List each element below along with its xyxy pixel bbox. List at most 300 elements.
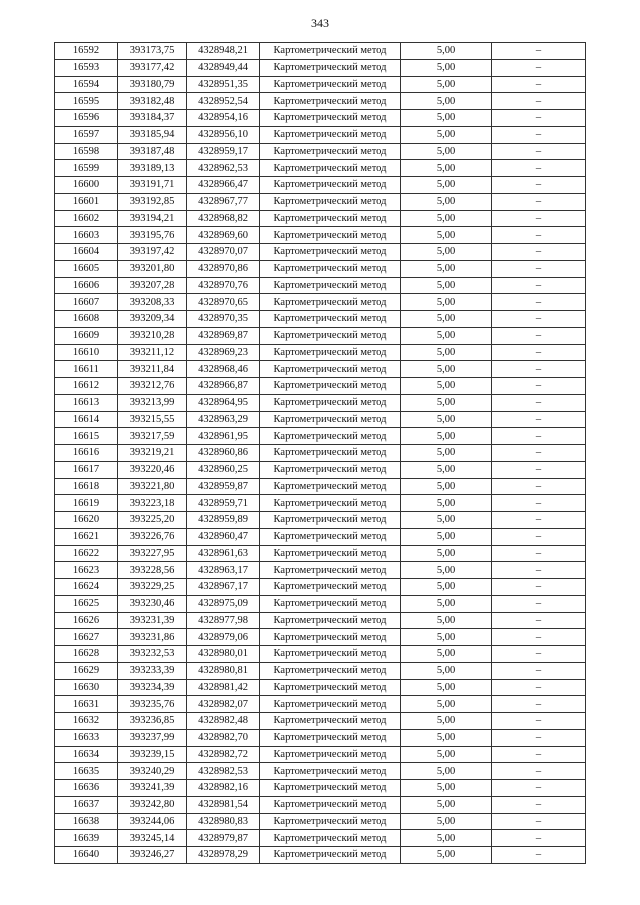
point-number-cell: 16610 bbox=[55, 344, 118, 361]
y-coordinate-cell: 4328979,06 bbox=[187, 629, 260, 646]
point-number-cell: 16614 bbox=[55, 411, 118, 428]
table-row bbox=[55, 193, 586, 210]
accuracy-cell: 5,00 bbox=[401, 327, 492, 344]
description-cell: – bbox=[492, 746, 586, 763]
table-row bbox=[55, 796, 586, 813]
description-cell: – bbox=[492, 612, 586, 629]
y-coordinate-cell: 4328975,09 bbox=[187, 595, 260, 612]
description-cell: – bbox=[492, 210, 586, 227]
accuracy-cell: 5,00 bbox=[401, 528, 492, 545]
table-row bbox=[55, 562, 586, 579]
coordinates-table-body bbox=[55, 43, 586, 864]
x-coordinate-cell: 393240,29 bbox=[118, 763, 187, 780]
accuracy-cell: 5,00 bbox=[401, 461, 492, 478]
y-coordinate-cell: 4328982,53 bbox=[187, 763, 260, 780]
point-number-cell: 16637 bbox=[55, 796, 118, 813]
table-row bbox=[55, 713, 586, 730]
point-number-cell: 16607 bbox=[55, 294, 118, 311]
accuracy-cell: 5,00 bbox=[401, 143, 492, 160]
y-coordinate-cell: 4328982,07 bbox=[187, 696, 260, 713]
x-coordinate-cell: 393217,59 bbox=[118, 428, 187, 445]
table-row bbox=[55, 679, 586, 696]
x-coordinate-cell: 393241,39 bbox=[118, 780, 187, 797]
y-coordinate-cell: 4328967,77 bbox=[187, 193, 260, 210]
point-number-cell: 16632 bbox=[55, 713, 118, 730]
page-number: 343 bbox=[311, 16, 329, 30]
table-row bbox=[55, 830, 586, 847]
method-cell: Картометрический метод bbox=[260, 847, 401, 864]
x-coordinate-cell: 393219,21 bbox=[118, 445, 187, 462]
table-row bbox=[55, 126, 586, 143]
y-coordinate-cell: 4328959,71 bbox=[187, 495, 260, 512]
accuracy-cell: 5,00 bbox=[401, 562, 492, 579]
point-number-cell: 16631 bbox=[55, 696, 118, 713]
method-cell: Картометрический метод bbox=[260, 277, 401, 294]
table-row bbox=[55, 244, 586, 261]
y-coordinate-cell: 4328949,44 bbox=[187, 59, 260, 76]
point-number-cell: 16605 bbox=[55, 260, 118, 277]
point-number-cell: 16626 bbox=[55, 612, 118, 629]
x-coordinate-cell: 393209,34 bbox=[118, 311, 187, 328]
description-cell: – bbox=[492, 478, 586, 495]
point-number-cell: 16608 bbox=[55, 311, 118, 328]
y-coordinate-cell: 4328981,42 bbox=[187, 679, 260, 696]
description-cell: – bbox=[492, 294, 586, 311]
point-number-cell: 16612 bbox=[55, 378, 118, 395]
description-cell: – bbox=[492, 461, 586, 478]
accuracy-cell: 5,00 bbox=[401, 110, 492, 127]
point-number-cell: 16640 bbox=[55, 847, 118, 864]
method-cell: Картометрический метод bbox=[260, 411, 401, 428]
point-number-cell: 16624 bbox=[55, 579, 118, 596]
accuracy-cell: 5,00 bbox=[401, 813, 492, 830]
method-cell: Картометрический метод bbox=[260, 545, 401, 562]
y-coordinate-cell: 4328970,07 bbox=[187, 244, 260, 261]
table-row bbox=[55, 227, 586, 244]
point-number-cell: 16618 bbox=[55, 478, 118, 495]
method-cell: Картометрический метод bbox=[260, 746, 401, 763]
method-cell: Картометрический метод bbox=[260, 244, 401, 261]
y-coordinate-cell: 4328966,87 bbox=[187, 378, 260, 395]
x-coordinate-cell: 393213,99 bbox=[118, 394, 187, 411]
accuracy-cell: 5,00 bbox=[401, 260, 492, 277]
table-row bbox=[55, 629, 586, 646]
accuracy-cell: 5,00 bbox=[401, 679, 492, 696]
point-number-cell: 16634 bbox=[55, 746, 118, 763]
table-row bbox=[55, 361, 586, 378]
description-cell: – bbox=[492, 361, 586, 378]
table-row bbox=[55, 160, 586, 177]
description-cell: – bbox=[492, 327, 586, 344]
method-cell: Картометрический метод bbox=[260, 428, 401, 445]
point-number-cell: 16613 bbox=[55, 394, 118, 411]
description-cell: – bbox=[492, 177, 586, 194]
method-cell: Картометрический метод bbox=[260, 796, 401, 813]
accuracy-cell: 5,00 bbox=[401, 612, 492, 629]
x-coordinate-cell: 393220,46 bbox=[118, 461, 187, 478]
point-number-cell: 16604 bbox=[55, 244, 118, 261]
x-coordinate-cell: 393197,42 bbox=[118, 244, 187, 261]
x-coordinate-cell: 393223,18 bbox=[118, 495, 187, 512]
table-row bbox=[55, 394, 586, 411]
y-coordinate-cell: 4328948,21 bbox=[187, 43, 260, 60]
y-coordinate-cell: 4328968,82 bbox=[187, 210, 260, 227]
accuracy-cell: 5,00 bbox=[401, 210, 492, 227]
accuracy-cell: 5,00 bbox=[401, 227, 492, 244]
coordinates-table bbox=[54, 42, 586, 864]
table-row bbox=[55, 210, 586, 227]
description-cell: – bbox=[492, 729, 586, 746]
point-number-cell: 16629 bbox=[55, 662, 118, 679]
x-coordinate-cell: 393233,39 bbox=[118, 662, 187, 679]
description-cell: – bbox=[492, 378, 586, 395]
x-coordinate-cell: 393231,39 bbox=[118, 612, 187, 629]
x-coordinate-cell: 393187,48 bbox=[118, 143, 187, 160]
y-coordinate-cell: 4328979,87 bbox=[187, 830, 260, 847]
point-number-cell: 16638 bbox=[55, 813, 118, 830]
method-cell: Картометрический метод bbox=[260, 679, 401, 696]
y-coordinate-cell: 4328960,25 bbox=[187, 461, 260, 478]
accuracy-cell: 5,00 bbox=[401, 445, 492, 462]
method-cell: Картометрический метод bbox=[260, 629, 401, 646]
method-cell: Картометрический метод bbox=[260, 696, 401, 713]
method-cell: Картометрический метод bbox=[260, 260, 401, 277]
accuracy-cell: 5,00 bbox=[401, 126, 492, 143]
method-cell: Картометрический метод bbox=[260, 43, 401, 60]
description-cell: – bbox=[492, 260, 586, 277]
method-cell: Картометрический метод bbox=[260, 227, 401, 244]
table-row bbox=[55, 545, 586, 562]
description-cell: – bbox=[492, 847, 586, 864]
method-cell: Картометрический метод bbox=[260, 177, 401, 194]
accuracy-cell: 5,00 bbox=[401, 294, 492, 311]
description-cell: – bbox=[492, 160, 586, 177]
y-coordinate-cell: 4328966,47 bbox=[187, 177, 260, 194]
accuracy-cell: 5,00 bbox=[401, 411, 492, 428]
y-coordinate-cell: 4328969,60 bbox=[187, 227, 260, 244]
description-cell: – bbox=[492, 796, 586, 813]
point-number-cell: 16598 bbox=[55, 143, 118, 160]
y-coordinate-cell: 4328980,83 bbox=[187, 813, 260, 830]
table-row bbox=[55, 746, 586, 763]
x-coordinate-cell: 393184,37 bbox=[118, 110, 187, 127]
table-row bbox=[55, 428, 586, 445]
y-coordinate-cell: 4328963,17 bbox=[187, 562, 260, 579]
accuracy-cell: 5,00 bbox=[401, 796, 492, 813]
description-cell: – bbox=[492, 780, 586, 797]
description-cell: – bbox=[492, 679, 586, 696]
point-number-cell: 16620 bbox=[55, 512, 118, 529]
y-coordinate-cell: 4328956,10 bbox=[187, 126, 260, 143]
description-cell: – bbox=[492, 411, 586, 428]
table-row bbox=[55, 813, 586, 830]
description-cell: – bbox=[492, 646, 586, 663]
method-cell: Картометрический метод bbox=[260, 478, 401, 495]
accuracy-cell: 5,00 bbox=[401, 629, 492, 646]
accuracy-cell: 5,00 bbox=[401, 311, 492, 328]
table-row bbox=[55, 595, 586, 612]
method-cell: Картометрический метод bbox=[260, 344, 401, 361]
table-row bbox=[55, 93, 586, 110]
y-coordinate-cell: 4328980,01 bbox=[187, 646, 260, 663]
method-cell: Картометрический метод bbox=[260, 378, 401, 395]
method-cell: Картометрический метод bbox=[260, 729, 401, 746]
accuracy-cell: 5,00 bbox=[401, 595, 492, 612]
point-number-cell: 16611 bbox=[55, 361, 118, 378]
table-row bbox=[55, 76, 586, 93]
description-cell: – bbox=[492, 110, 586, 127]
table-row bbox=[55, 780, 586, 797]
table-row bbox=[55, 177, 586, 194]
x-coordinate-cell: 393237,99 bbox=[118, 729, 187, 746]
method-cell: Картометрический метод bbox=[260, 512, 401, 529]
point-number-cell: 16606 bbox=[55, 277, 118, 294]
y-coordinate-cell: 4328970,35 bbox=[187, 311, 260, 328]
method-cell: Картометрический метод bbox=[260, 76, 401, 93]
point-number-cell: 16599 bbox=[55, 160, 118, 177]
y-coordinate-cell: 4328970,65 bbox=[187, 294, 260, 311]
table-row bbox=[55, 512, 586, 529]
y-coordinate-cell: 4328982,70 bbox=[187, 729, 260, 746]
y-coordinate-cell: 4328982,72 bbox=[187, 746, 260, 763]
table-row bbox=[55, 461, 586, 478]
table-row bbox=[55, 411, 586, 428]
x-coordinate-cell: 393221,80 bbox=[118, 478, 187, 495]
x-coordinate-cell: 393207,28 bbox=[118, 277, 187, 294]
x-coordinate-cell: 393230,46 bbox=[118, 595, 187, 612]
point-number-cell: 16623 bbox=[55, 562, 118, 579]
method-cell: Картометрический метод bbox=[260, 160, 401, 177]
table-row bbox=[55, 445, 586, 462]
point-number-cell: 16622 bbox=[55, 545, 118, 562]
point-number-cell: 16627 bbox=[55, 629, 118, 646]
description-cell: – bbox=[492, 696, 586, 713]
x-coordinate-cell: 393235,76 bbox=[118, 696, 187, 713]
table-row bbox=[55, 311, 586, 328]
y-coordinate-cell: 4328959,87 bbox=[187, 478, 260, 495]
point-number-cell: 16609 bbox=[55, 327, 118, 344]
description-cell: – bbox=[492, 227, 586, 244]
y-coordinate-cell: 4328981,54 bbox=[187, 796, 260, 813]
y-coordinate-cell: 4328964,95 bbox=[187, 394, 260, 411]
x-coordinate-cell: 393194,21 bbox=[118, 210, 187, 227]
description-cell: – bbox=[492, 662, 586, 679]
method-cell: Картометрический метод bbox=[260, 830, 401, 847]
x-coordinate-cell: 393185,94 bbox=[118, 126, 187, 143]
accuracy-cell: 5,00 bbox=[401, 495, 492, 512]
method-cell: Картометрический метод bbox=[260, 528, 401, 545]
description-cell: – bbox=[492, 277, 586, 294]
method-cell: Картометрический метод bbox=[260, 210, 401, 227]
accuracy-cell: 5,00 bbox=[401, 847, 492, 864]
point-number-cell: 16625 bbox=[55, 595, 118, 612]
point-number-cell: 16630 bbox=[55, 679, 118, 696]
x-coordinate-cell: 393182,48 bbox=[118, 93, 187, 110]
description-cell: – bbox=[492, 830, 586, 847]
x-coordinate-cell: 393225,20 bbox=[118, 512, 187, 529]
method-cell: Картометрический метод bbox=[260, 59, 401, 76]
method-cell: Картометрический метод bbox=[260, 595, 401, 612]
y-coordinate-cell: 4328969,87 bbox=[187, 327, 260, 344]
description-cell: – bbox=[492, 629, 586, 646]
accuracy-cell: 5,00 bbox=[401, 76, 492, 93]
accuracy-cell: 5,00 bbox=[401, 478, 492, 495]
description-cell: – bbox=[492, 512, 586, 529]
point-number-cell: 16633 bbox=[55, 729, 118, 746]
y-coordinate-cell: 4328959,17 bbox=[187, 143, 260, 160]
point-number-cell: 16601 bbox=[55, 193, 118, 210]
description-cell: – bbox=[492, 244, 586, 261]
description-cell: – bbox=[492, 813, 586, 830]
point-number-cell: 16621 bbox=[55, 528, 118, 545]
x-coordinate-cell: 393211,12 bbox=[118, 344, 187, 361]
table-row bbox=[55, 612, 586, 629]
x-coordinate-cell: 393234,39 bbox=[118, 679, 187, 696]
method-cell: Картометрический метод bbox=[260, 780, 401, 797]
y-coordinate-cell: 4328969,23 bbox=[187, 344, 260, 361]
y-coordinate-cell: 4328960,47 bbox=[187, 528, 260, 545]
table-row bbox=[55, 662, 586, 679]
accuracy-cell: 5,00 bbox=[401, 662, 492, 679]
point-number-cell: 16639 bbox=[55, 830, 118, 847]
description-cell: – bbox=[492, 43, 586, 60]
method-cell: Картометрический метод bbox=[260, 562, 401, 579]
table-row bbox=[55, 729, 586, 746]
x-coordinate-cell: 393228,56 bbox=[118, 562, 187, 579]
table-row bbox=[55, 43, 586, 60]
description-cell: – bbox=[492, 193, 586, 210]
x-coordinate-cell: 393246,27 bbox=[118, 847, 187, 864]
accuracy-cell: 5,00 bbox=[401, 780, 492, 797]
table-row bbox=[55, 277, 586, 294]
point-number-cell: 16595 bbox=[55, 93, 118, 110]
method-cell: Картометрический метод bbox=[260, 394, 401, 411]
y-coordinate-cell: 4328962,53 bbox=[187, 160, 260, 177]
y-coordinate-cell: 4328968,46 bbox=[187, 361, 260, 378]
point-number-cell: 16636 bbox=[55, 780, 118, 797]
table-row bbox=[55, 495, 586, 512]
method-cell: Картометрический метод bbox=[260, 311, 401, 328]
x-coordinate-cell: 393244,06 bbox=[118, 813, 187, 830]
table-row bbox=[55, 528, 586, 545]
x-coordinate-cell: 393192,85 bbox=[118, 193, 187, 210]
point-number-cell: 16600 bbox=[55, 177, 118, 194]
table-row bbox=[55, 143, 586, 160]
x-coordinate-cell: 393242,80 bbox=[118, 796, 187, 813]
x-coordinate-cell: 393195,76 bbox=[118, 227, 187, 244]
description-cell: – bbox=[492, 76, 586, 93]
accuracy-cell: 5,00 bbox=[401, 193, 492, 210]
description-cell: – bbox=[492, 344, 586, 361]
y-coordinate-cell: 4328961,95 bbox=[187, 428, 260, 445]
accuracy-cell: 5,00 bbox=[401, 428, 492, 445]
x-coordinate-cell: 393189,13 bbox=[118, 160, 187, 177]
y-coordinate-cell: 4328954,16 bbox=[187, 110, 260, 127]
description-cell: – bbox=[492, 579, 586, 596]
description-cell: – bbox=[492, 495, 586, 512]
accuracy-cell: 5,00 bbox=[401, 746, 492, 763]
x-coordinate-cell: 393173,75 bbox=[118, 43, 187, 60]
description-cell: – bbox=[492, 93, 586, 110]
y-coordinate-cell: 4328952,54 bbox=[187, 93, 260, 110]
description-cell: – bbox=[492, 394, 586, 411]
x-coordinate-cell: 393229,25 bbox=[118, 579, 187, 596]
y-coordinate-cell: 4328963,29 bbox=[187, 411, 260, 428]
accuracy-cell: 5,00 bbox=[401, 244, 492, 261]
table-row bbox=[55, 59, 586, 76]
y-coordinate-cell: 4328977,98 bbox=[187, 612, 260, 629]
y-coordinate-cell: 4328982,48 bbox=[187, 713, 260, 730]
y-coordinate-cell: 4328967,17 bbox=[187, 579, 260, 596]
x-coordinate-cell: 393191,71 bbox=[118, 177, 187, 194]
description-cell: – bbox=[492, 713, 586, 730]
point-number-cell: 16615 bbox=[55, 428, 118, 445]
point-number-cell: 16593 bbox=[55, 59, 118, 76]
accuracy-cell: 5,00 bbox=[401, 361, 492, 378]
method-cell: Картометрический метод bbox=[260, 495, 401, 512]
method-cell: Картометрический метод bbox=[260, 662, 401, 679]
point-number-cell: 16602 bbox=[55, 210, 118, 227]
x-coordinate-cell: 393236,85 bbox=[118, 713, 187, 730]
table-row bbox=[55, 646, 586, 663]
method-cell: Картометрический метод bbox=[260, 93, 401, 110]
accuracy-cell: 5,00 bbox=[401, 93, 492, 110]
y-coordinate-cell: 4328982,16 bbox=[187, 780, 260, 797]
description-cell: – bbox=[492, 595, 586, 612]
description-cell: – bbox=[492, 545, 586, 562]
accuracy-cell: 5,00 bbox=[401, 344, 492, 361]
accuracy-cell: 5,00 bbox=[401, 160, 492, 177]
accuracy-cell: 5,00 bbox=[401, 394, 492, 411]
x-coordinate-cell: 393215,55 bbox=[118, 411, 187, 428]
y-coordinate-cell: 4328980,81 bbox=[187, 662, 260, 679]
table-row bbox=[55, 696, 586, 713]
method-cell: Картометрический метод bbox=[260, 294, 401, 311]
table-row bbox=[55, 344, 586, 361]
accuracy-cell: 5,00 bbox=[401, 646, 492, 663]
table-row bbox=[55, 110, 586, 127]
x-coordinate-cell: 393226,76 bbox=[118, 528, 187, 545]
table-row bbox=[55, 579, 586, 596]
y-coordinate-cell: 4328960,86 bbox=[187, 445, 260, 462]
method-cell: Картометрический метод bbox=[260, 612, 401, 629]
accuracy-cell: 5,00 bbox=[401, 830, 492, 847]
accuracy-cell: 5,00 bbox=[401, 696, 492, 713]
y-coordinate-cell: 4328951,35 bbox=[187, 76, 260, 93]
x-coordinate-cell: 393232,53 bbox=[118, 646, 187, 663]
method-cell: Картометрический метод bbox=[260, 110, 401, 127]
table-row bbox=[55, 378, 586, 395]
y-coordinate-cell: 4328961,63 bbox=[187, 545, 260, 562]
accuracy-cell: 5,00 bbox=[401, 277, 492, 294]
point-number-cell: 16617 bbox=[55, 461, 118, 478]
table-row bbox=[55, 294, 586, 311]
x-coordinate-cell: 393239,15 bbox=[118, 746, 187, 763]
y-coordinate-cell: 4328970,76 bbox=[187, 277, 260, 294]
x-coordinate-cell: 393201,80 bbox=[118, 260, 187, 277]
table-row bbox=[55, 478, 586, 495]
table-row bbox=[55, 327, 586, 344]
description-cell: – bbox=[492, 562, 586, 579]
method-cell: Картометрический метод bbox=[260, 579, 401, 596]
description-cell: – bbox=[492, 445, 586, 462]
accuracy-cell: 5,00 bbox=[401, 763, 492, 780]
method-cell: Картометрический метод bbox=[260, 813, 401, 830]
accuracy-cell: 5,00 bbox=[401, 545, 492, 562]
point-number-cell: 16592 bbox=[55, 43, 118, 60]
description-cell: – bbox=[492, 59, 586, 76]
point-number-cell: 16597 bbox=[55, 126, 118, 143]
